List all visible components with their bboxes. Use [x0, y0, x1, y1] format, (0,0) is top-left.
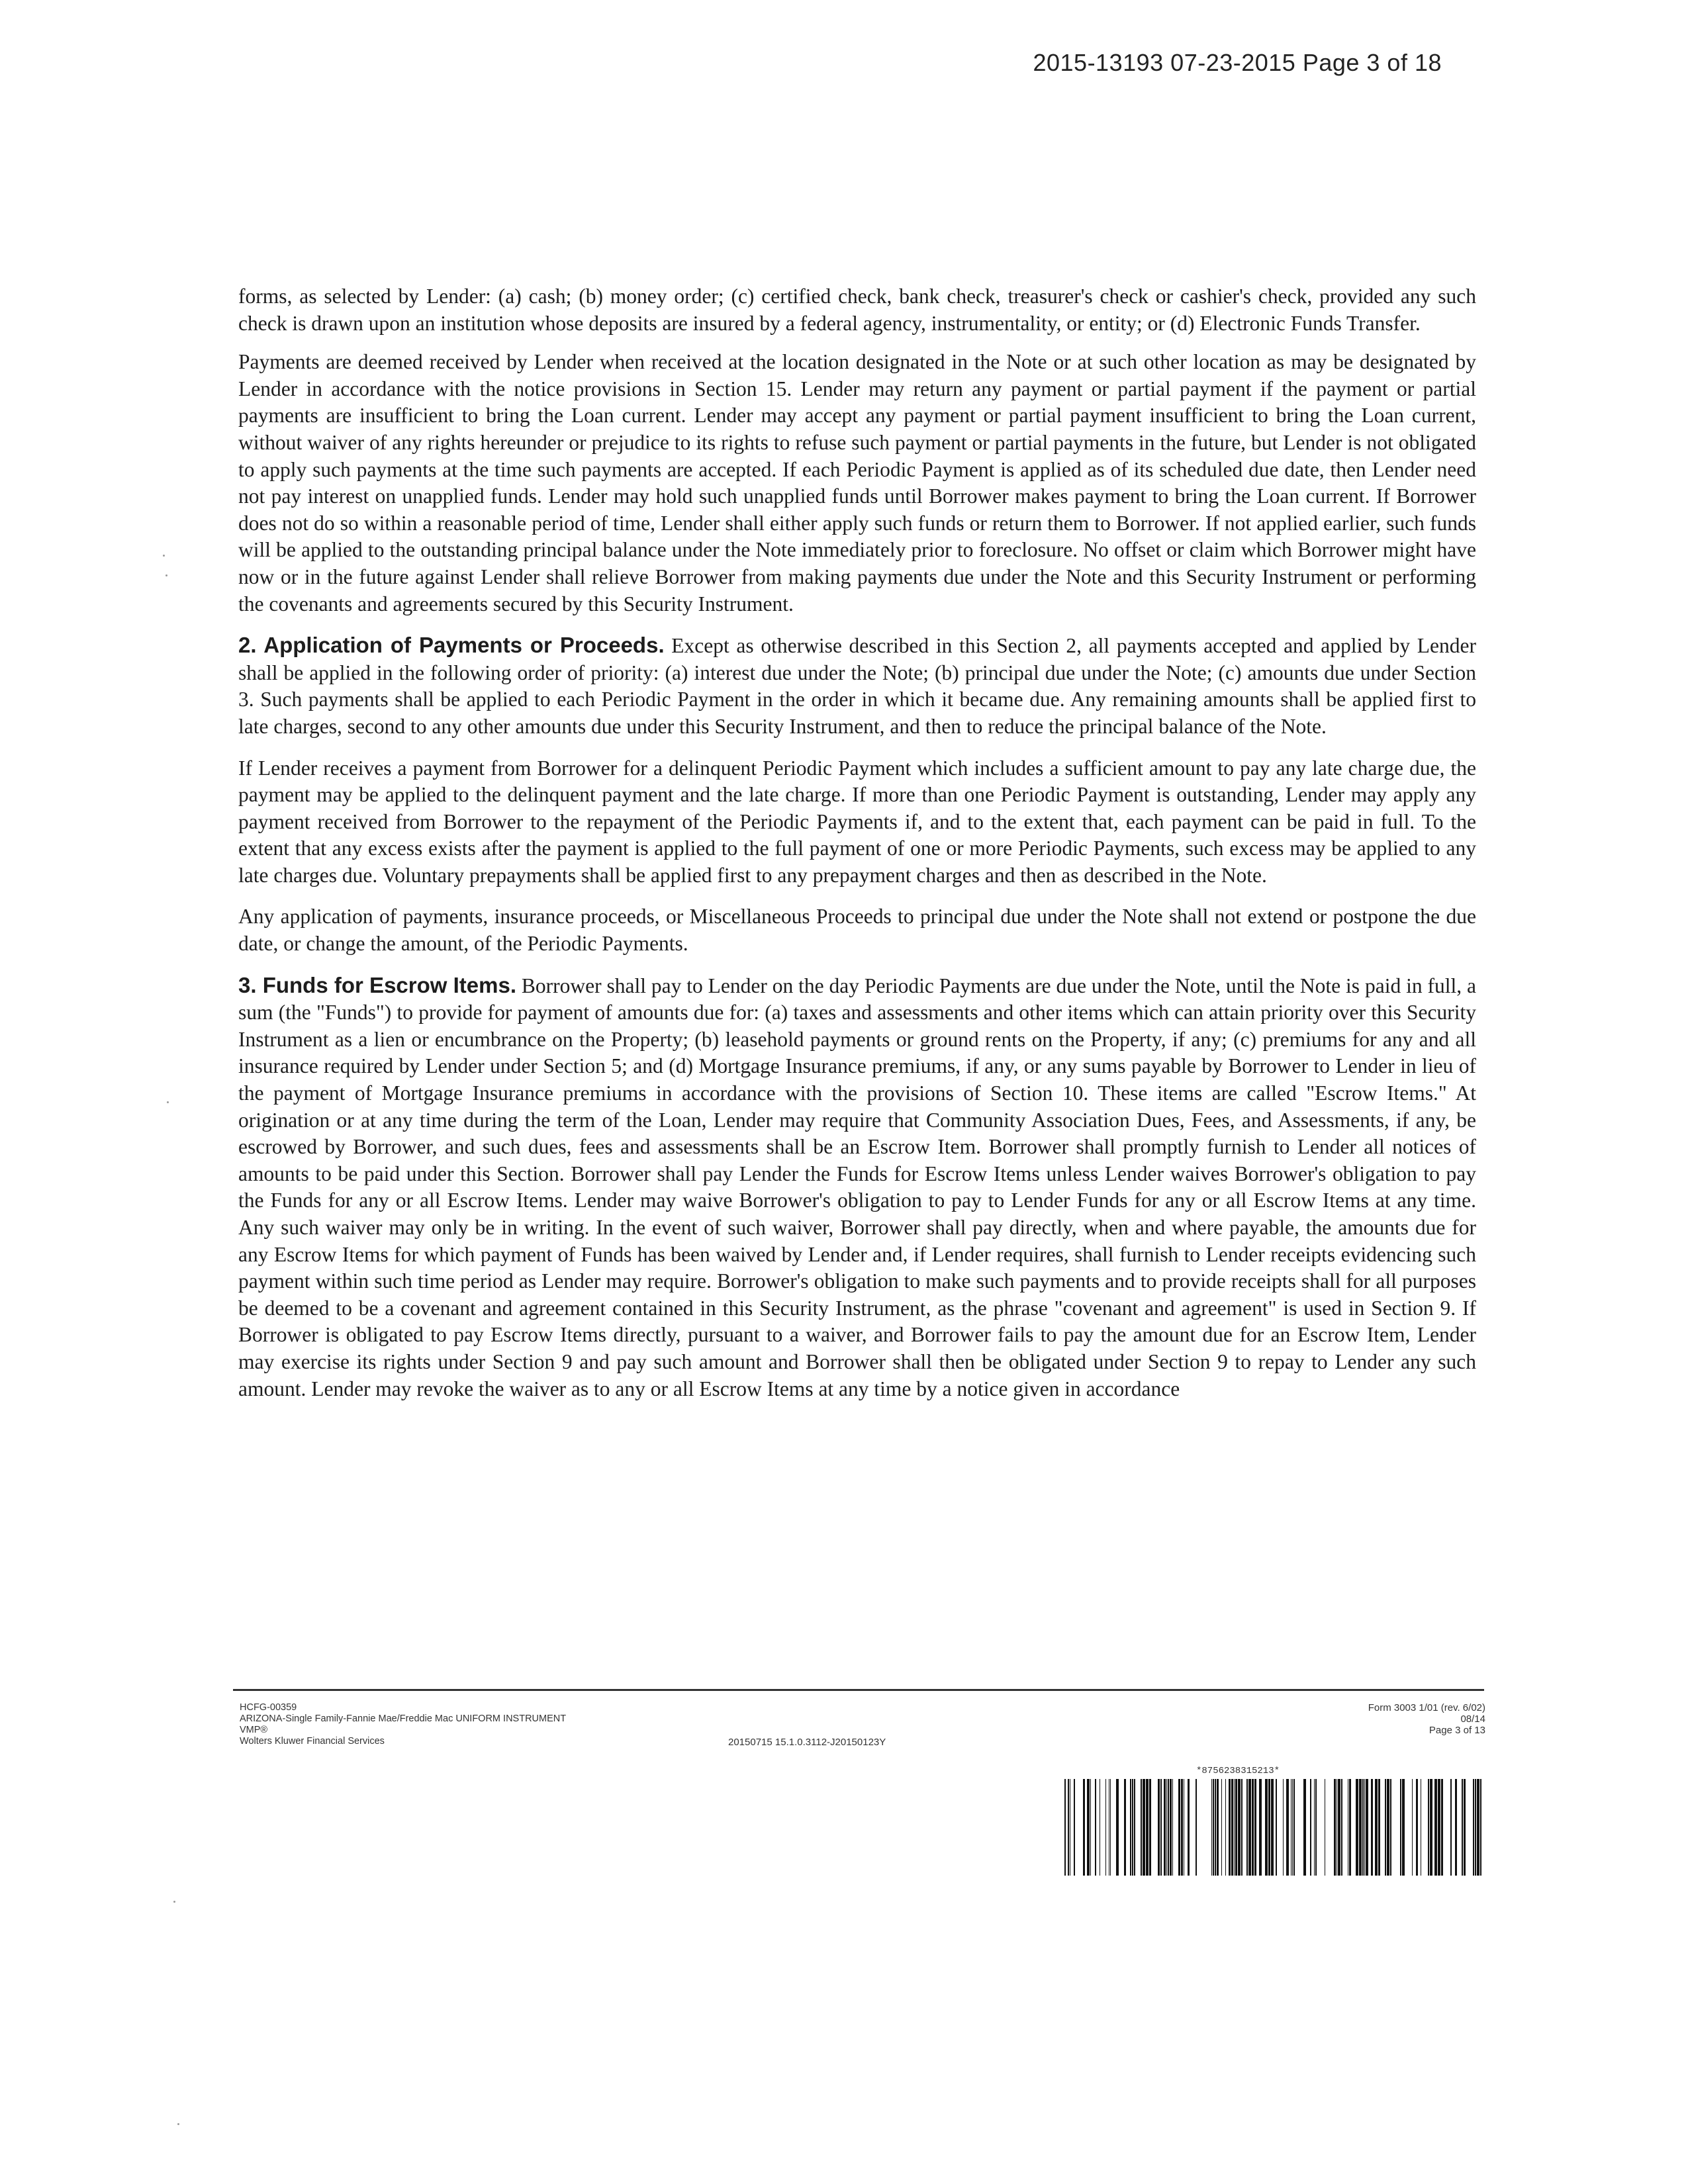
footer-page-number: Page 3 of 13 — [1429, 1725, 1485, 1736]
document-body — [238, 283, 1476, 1417]
barcode-number: *8756238315213* — [1196, 1766, 1280, 1776]
section-2-application-of-payments — [238, 632, 1476, 740]
footer-form-revision: Form 3003 1/01 (rev. 6/02) — [1368, 1702, 1485, 1713]
footer-divider — [233, 1689, 1484, 1691]
footer-publisher: Wolters Kluwer Financial Services — [240, 1736, 385, 1747]
paragraph-delinquent-payment: If Lender receives a payment from Borrower for a delinquent Periodic Payment which includes a sufficient amount to pay any late charge due, the payment may be applied to the delinquent payment and the late charge. If more than one Periodic Payment is outstanding, Lender may apply any payment received from Borrower to the repayment of the Periodic Payments if, and to the extent that, each payment can be paid in full. To the extent that any excess exists after the payment is applied to the full payment of one or more Periodic Payments, such excess may be applied to any late charges due. Voluntary prepayments shall be applied first to any prepayment charges and then as described in the Note. — [238, 756, 1476, 887]
footer-vmp: VMP® — [240, 1725, 268, 1735]
footer-form-code: HCFG-00359 — [240, 1702, 297, 1713]
barcode-icon — [1062, 1779, 1485, 1876]
paragraph-payment-forms: forms, as selected by Lender: (a) cash; (b) money order; (c) certified check, bank check, treasurer's check or cashier's check, provided any such check is drawn upon an institution whose deposits are insured by a federal agency, instrumentality, or entity; or (d) Electronic Funds Transfer. — [238, 285, 1476, 335]
section-2-text: Except as otherwise described in this Section 2, all payments accepted and applied by Lender shall be applied in the following order of priority: (a) interest due under the Note; (b) principal due under the Note; (c) amounts due under Section 3. Such payments shall be applied to each Periodic Payment in the order in which it became due. Any remaining amounts shall be applied first to late charges, second to any other amounts due under this Security Instrument, and then to reduce the principal balance of the Note. — [238, 634, 1476, 738]
section-3-heading: 3. Funds for Escrow Items. — [238, 972, 517, 997]
scan-speck — [163, 555, 165, 557]
footer-form-info — [240, 1702, 566, 1747]
section-3-funds-for-escrow — [238, 972, 1476, 1403]
page-header-stamp: 2015-13193 07-23-2015 Page 3 of 18 — [1033, 49, 1442, 76]
footer-form-number — [1368, 1702, 1485, 1736]
scan-speck — [167, 1101, 169, 1103]
scan-speck — [173, 1901, 175, 1903]
paragraph-application-proceeds: Any application of payments, insurance proceeds, or Miscellaneous Proceeds to principal due under the Note shall not extend or postpone the due date, or change the amount, of the Periodic Payments. — [238, 905, 1476, 956]
footer-form-date: 08/14 — [1460, 1713, 1485, 1725]
scan-speck — [165, 574, 167, 576]
footer-instrument-title: ARIZONA-Single Family-Fannie Mae/Freddie Mac UNIFORM INSTRUMENT — [240, 1713, 567, 1724]
scan-speck — [177, 2123, 179, 2125]
section-2-heading: 2. Application of Payments or Proceeds. — [238, 633, 665, 658]
section-3-text: Borrower shall pay to Lender on the day Periodic Payments are due under the Note, until the Note is paid in full, a sum (the "Funds") to provide for payment of amounts due for: (a) taxes and assessments and other items which can attain priority over this Security Instrument as a lien or encumbrance on the Property; (b) leasehold payments or ground rents on the Property, if any; (c) premiums for any and all insurance required by Lender under Section 5; and (d) Mortgage Insurance premiums, if any, or any sums payable by Borrower to Lender in lieu of the payment of Mortgage Insurance premiums in accordance with the provisions of Section 10. These items are called "Escrow Items." At origination or at any time during the term of the Loan, Lender may require that Community Association Dues, Fees, and Assessments, if any, be escrowed by Borrower, and such dues, fees and assessments shall be an Escrow Item. Borrower shall promptly furnish to Lender all notices of amounts to be paid under this Section. Borrower shall pay Lender the Funds for Escrow Items unless Lender waives Borrower's obligation to pay the Funds for any or all Escrow Items. Lender may waive Borrower's obligation to pay to Lender Funds for any or all Escrow Items at any time. Any such waiver may only be in writing. In the event of such waiver, Borrower shall pay directly, when and where payable, the amounts due for any Escrow Items for which payment of Funds has been waived by Lender and, if Lender requires, shall furnish to Lender receipts evidencing such payment within such time period as Lender may require. Borrower's obligation to make such payments and to provide receipts shall for all purposes be deemed to be a covenant and agreement contained in this Security Instrument, as the phrase "covenant and agreement" is used in Section 9. If Borrower is obligated to pay Escrow Items directly, pursuant to a waiver, and Borrower fails to pay the amount due for an Escrow Item, Lender may exercise its rights under Section 9 and pay such amount and Borrower shall then be obligated under Section 9 to repay to Lender any such amount. Lender may revoke the waiver as to any or all Escrow Items at any time by a notice given in accordance — [238, 974, 1476, 1400]
footer-document-code: 20150715 15.1.0.3112-J20150123Y — [728, 1737, 886, 1748]
paragraph-payments-received: Payments are deemed received by Lender when received at the location designated in the Note or at such other location as may be designated by Lender in accordance with the notice provisions in Section 15. Lender may return any payment or partial payment if the payment or partial payments are insufficient to bring the Loan current. Lender may accept any payment or partial payment insufficient to bring the Loan current, without waiver of any rights hereunder or prejudice to its rights to refuse such payment or partial payments in the future, but Lender is not obligated to apply such payments at the time such payments are accepted. If each Periodic Payment is applied as of its scheduled due date, then Lender need not pay interest on unapplied funds. Lender may hold such unapplied funds until Borrower makes payment to bring the Loan current. If Borrower does not do so within a reasonable period of time, Lender shall either apply such funds or return them to Borrower. If not applied earlier, such funds will be applied to the outstanding principal balance under the Note immediately prior to foreclosure. No offset or claim which Borrower might have now or in the future against Lender shall relieve Borrower from making payments due under the Note and this Security Instrument or performing the covenants and agreements secured by this Security Instrument. — [238, 350, 1476, 615]
